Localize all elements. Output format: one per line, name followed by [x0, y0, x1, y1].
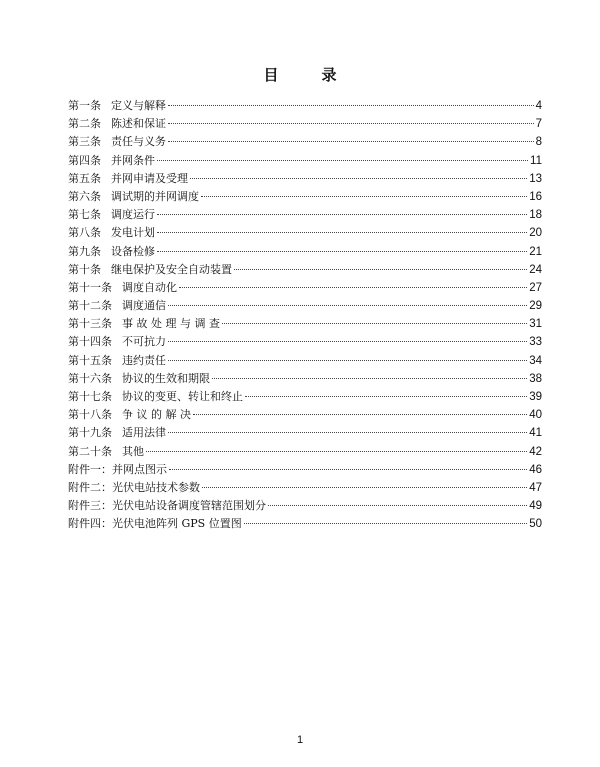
toc-entry-number: 第三条 [68, 135, 101, 149]
toc-entry-title: 调度自动化 [122, 280, 177, 294]
toc-entry[interactable] [68, 188, 542, 206]
toc-dot-leader [157, 250, 527, 252]
toc-dot-leader [212, 377, 527, 379]
toc-entry-title: 其他 [122, 444, 144, 458]
toc-entry[interactable] [68, 388, 542, 406]
toc-entry-title: 事 故 处 理 与 调 查 [122, 317, 220, 331]
toc-entry-title: 调试期的并网调度 [111, 189, 199, 203]
toc-entry-page: 49 [529, 500, 542, 513]
toc-entry-number: 第二条 [68, 117, 101, 131]
toc-dot-leader [245, 395, 527, 397]
toc-entry[interactable] [68, 279, 542, 297]
toc-dot-leader [268, 504, 527, 506]
toc-entry-title: 适用法律 [122, 426, 166, 440]
toc-entry-title: 调度通信 [122, 299, 166, 313]
toc-dot-leader [157, 159, 528, 161]
toc-entry[interactable] [68, 461, 542, 479]
toc-entry-title: 光伏电站设备调度管辖范围划分 [112, 499, 266, 513]
table-of-contents [68, 97, 542, 534]
toc-entry-number: 附件二： [68, 480, 112, 494]
toc-entry-title: 调度运行 [111, 208, 155, 222]
toc-entry-page: 8 [535, 136, 542, 149]
toc-entry-number: 第十九条 [68, 426, 112, 440]
toc-entry-number: 第二十条 [68, 444, 112, 458]
toc-entry[interactable] [68, 515, 542, 533]
toc-entry[interactable] [68, 497, 542, 515]
toc-entry-page: 21 [529, 245, 542, 258]
toc-dot-leader [168, 431, 527, 433]
toc-entry-page: 38 [529, 372, 542, 385]
toc-entry-title: 光伏电池阵列 GPS 位置图 [112, 517, 242, 531]
toc-entry-title: 协议的生效和期限 [122, 371, 210, 385]
toc-entry-page: 42 [529, 445, 542, 458]
toc-dot-leader [179, 286, 527, 288]
toc-entry-number: 第十五条 [68, 353, 112, 367]
toc-entry-title: 光伏电站技术参数 [112, 480, 200, 494]
toc-entry-page: 4 [535, 100, 542, 112]
toc-entry-page: 47 [529, 481, 542, 494]
toc-entry[interactable] [68, 243, 542, 261]
toc-entry-title: 责任与义务 [111, 135, 166, 149]
toc-entry[interactable] [68, 406, 542, 424]
toc-entry[interactable] [68, 206, 542, 224]
toc-dot-leader [146, 450, 527, 452]
toc-entry-number: 第十四条 [68, 335, 112, 349]
toc-entry-number: 第十一条 [68, 280, 112, 294]
toc-entry-page: 11 [530, 154, 542, 167]
toc-entry-title: 继电保护及安全自动装置 [111, 262, 232, 276]
toc-entry-number: 第十二条 [68, 299, 112, 313]
toc-entry-page: 41 [529, 427, 542, 440]
toc-entry-page: 24 [529, 263, 542, 276]
toc-dot-leader [168, 304, 527, 306]
toc-entry-page: 46 [529, 463, 542, 476]
toc-entry-title: 定义与解释 [111, 99, 166, 112]
toc-entry-title: 并网条件 [111, 153, 155, 167]
toc-entry-title: 违约责任 [122, 353, 166, 367]
toc-dot-leader [190, 177, 527, 179]
toc-entry[interactable] [68, 424, 542, 442]
toc-entry-number: 第八条 [68, 226, 101, 240]
toc-dot-leader [168, 140, 534, 142]
toc-entry-number: 附件四： [68, 517, 112, 531]
toc-entry-page: 33 [529, 336, 542, 349]
toc-entry-number: 附件三： [68, 499, 112, 513]
toc-entry[interactable] [68, 352, 542, 370]
toc-entry-title: 争 议 的 解 决 [122, 408, 191, 422]
toc-entry-number: 第七条 [68, 208, 101, 222]
toc-entry-number: 第六条 [68, 189, 101, 203]
toc-dot-leader [168, 104, 534, 106]
toc-entry-page: 16 [529, 190, 542, 203]
toc-entry-page: 18 [529, 209, 542, 222]
toc-entry-title: 发电计划 [111, 226, 155, 240]
toc-entry-number: 第十八条 [68, 408, 112, 422]
toc-dot-leader [222, 322, 527, 324]
toc-entry-page: 31 [529, 318, 542, 331]
toc-entry-page: 27 [529, 281, 542, 294]
page-title: 目 录 [263, 66, 351, 84]
toc-entry-number: 第九条 [68, 244, 101, 258]
toc-entry-number: 第十三条 [68, 317, 112, 331]
toc-dot-leader [244, 522, 527, 524]
toc-dot-leader [168, 122, 534, 124]
toc-entry-number: 附件一： [68, 462, 112, 476]
toc-dot-leader [234, 268, 527, 270]
toc-entry-number: 第五条 [68, 171, 101, 185]
toc-dot-leader [193, 413, 527, 415]
toc-entry-title: 陈述和保证 [111, 117, 166, 131]
toc-entry[interactable] [68, 133, 542, 151]
toc-entry[interactable] [68, 224, 542, 242]
toc-entry-title: 不可抗力 [122, 335, 166, 349]
toc-dot-leader [169, 468, 527, 470]
toc-entry-number: 第十六条 [68, 371, 112, 385]
toc-entry[interactable] [68, 297, 542, 315]
page-number: 1 [296, 734, 304, 746]
toc-dot-leader [168, 359, 527, 361]
toc-entry-page: 7 [535, 118, 542, 131]
toc-entry-page: 20 [529, 227, 542, 240]
toc-entry-page: 29 [529, 300, 542, 313]
toc-entry-title: 并网点图示 [112, 462, 167, 476]
toc-entry-page: 13 [529, 172, 542, 185]
toc-dot-leader [201, 195, 527, 197]
toc-entry[interactable] [68, 479, 542, 497]
toc-entry-page: 50 [529, 518, 542, 531]
toc-entry[interactable] [68, 315, 542, 333]
toc-entry[interactable] [68, 443, 542, 461]
toc-entry-title: 设备检修 [111, 244, 155, 258]
toc-entry[interactable] [68, 97, 542, 115]
toc-dot-leader [157, 213, 527, 215]
toc-entry-title: 协议的变更、转让和终止 [122, 390, 243, 403]
toc-dot-leader [202, 486, 527, 488]
toc-dot-leader [168, 340, 527, 342]
toc-entry-number: 第十条 [68, 262, 101, 276]
toc-entry[interactable] [68, 370, 542, 388]
toc-entry-page: 40 [529, 409, 542, 422]
toc-entry[interactable] [68, 261, 542, 279]
toc-entry[interactable] [68, 152, 542, 170]
toc-entry-page: 34 [529, 354, 542, 367]
toc-dot-leader [157, 231, 527, 233]
toc-entry-title: 并网申请及受理 [111, 171, 188, 185]
toc-entry-number: 第四条 [68, 153, 101, 167]
toc-entry-page: 39 [529, 391, 542, 403]
toc-entry[interactable] [68, 333, 542, 351]
toc-entry[interactable] [68, 170, 542, 188]
toc-entry[interactable] [68, 115, 542, 133]
toc-entry-number: 第十七条 [68, 390, 112, 403]
toc-entry-number: 第一条 [68, 99, 101, 112]
